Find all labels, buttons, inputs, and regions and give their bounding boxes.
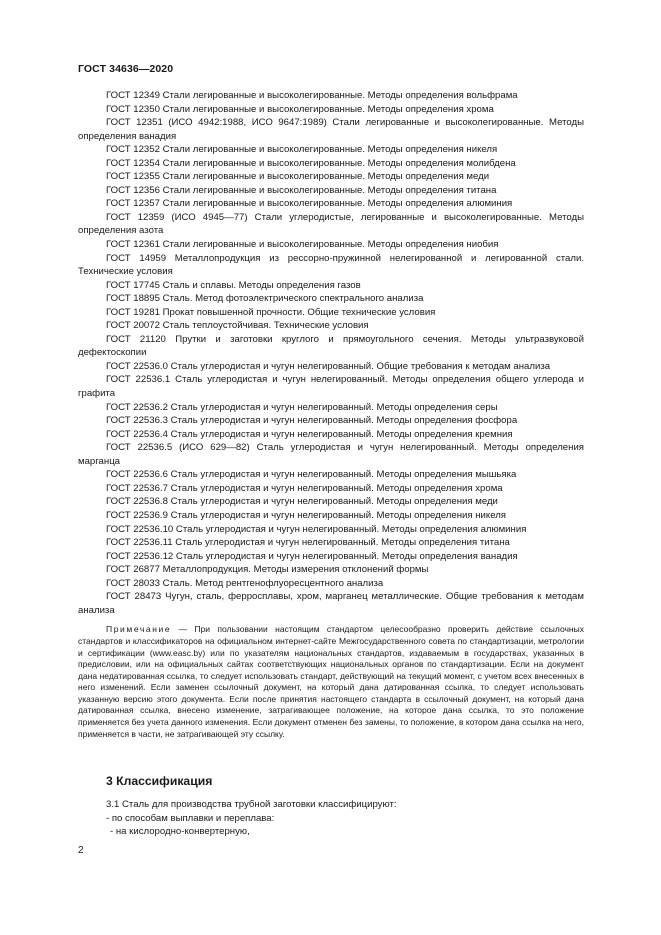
reference-line: ГОСТ 22536.10 Сталь углеродистая и чугун нелегированный. Методы определения алюминия [106, 523, 527, 535]
reference-line: ГОСТ 22536.3 Сталь углеродистая и чугун нелегированный. Методы определения фосфора [106, 415, 518, 427]
reference-line: ГОСТ 12359 (ИСО 4945—77) Стали углеродистые, легированные и высоколегированные. Методы определения азота [78, 211, 584, 237]
reference-line: ГОСТ 22536.0 Сталь углеродистая и чугун нелегированный. Общие требования к методам анализа [106, 360, 551, 372]
page-number: 2 [78, 845, 84, 856]
reference-line: ГОСТ 12355 Стали легированные и высоколегированные. Методы определения меди [106, 171, 490, 183]
reference-line: ГОСТ 22536.2 Сталь углеродистая и чугун нелегированный. Методы определения серы [106, 401, 498, 413]
reference-line: ГОСТ 22536.1 Сталь углеродистая и чугун нелегированный. Методы определения общего углерода и графита [78, 374, 584, 400]
reference-line: ГОСТ 22536.8 Сталь углеродистая и чугун нелегированный. Методы определения меди [106, 496, 498, 508]
reference-line: ГОСТ 22536.11 Сталь углеродистая и чугун нелегированный. Методы определения титана [106, 537, 510, 549]
section-title: 3 Классификация [106, 774, 213, 788]
reference-line: ГОСТ 12354 Стали легированные и высоколегированные. Методы определения молибдена [106, 157, 516, 169]
reference-line: ГОСТ 22536.4 Сталь углеродистая и чугун нелегированный. Методы определения кремния [106, 428, 513, 440]
note-text: — При пользовании настоящим стандартом целесообразно проверить действие ссылочных стандартов и классификаторов на официальном интернет-сайте Межгосударственного совета по стандартизации, метрологии и сертификации (www.easc.by) или по указателям национальных стандартов, издаваемым в государствах, указанных в предисловии, или на официальных сайтах соответствующих национальных органов по стандартизации. Если на документ дана недатированная ссылка, то следует использовать стандарт, действующий на текущий момент, с учетом всех внесенных в него изменений. Если заменен ссылочный документ, на который дана датированная ссылка, то следует использовать указанную версию этого документа. Если после принятия настоящего стандарта в ссылочный документ, на который дана датированная ссылка, внесено изменение, затрагивающее положение, на которое дана ссылка, то это положение применяется без учета данного изменения. Если документ отменен без замены, то положение, в котором дана ссылка на него, применяется в части, не затрагивающей эту ссылку. [78, 624, 584, 739]
reference-line: ГОСТ 12361 Стали легированные и высоколегированные. Методы определения ниобия [106, 239, 499, 251]
document-header: ГОСТ 34636—2020 [78, 63, 174, 75]
reference-line: ГОСТ 20072 Сталь теплоустойчивая. Технические условия [106, 320, 369, 332]
classification-list-item: - по способам выплавки и переплава: [106, 812, 275, 824]
reference-line: ГОСТ 19281 Прокат повышенной прочности. Общие технические условия [106, 306, 436, 318]
normative-references [78, 89, 584, 740]
reference-line: ГОСТ 12350 Стали легированные и высоколегированные. Методы определения хрома [106, 103, 494, 115]
reference-line: ГОСТ 22536.5 (ИСО 629—82) Сталь углеродистая и чугун нелегированный. Методы определения марганца [78, 442, 584, 467]
reference-line: ГОСТ 28033 Сталь. Метод рентгенофлуоресцентного анализа [106, 577, 384, 589]
reference-line: ГОСТ 28473 Чугун, сталь, ферросплавы, хром, марганец металлические. Общие требования к методам анализа [78, 591, 584, 616]
classification-paragraph: 3.1 Сталь для производства трубной заготовки классифицируют: [106, 799, 397, 810]
classification-text [78, 798, 584, 839]
reference-line: ГОСТ 12357 Стали легированные и высоколегированные. Методы определения алюминия [106, 198, 513, 210]
reference-line: ГОСТ 12351 (ИСО 4942:1988, ИСО 9647:1989) Стали легированные и высоколегированные. Методы определения ванадия [78, 117, 584, 142]
reference-line: ГОСТ 22536.6 Сталь углеродистая и чугун нелегированный. Методы определения мышьяка [106, 469, 517, 481]
reference-line: ГОСТ 14959 Металлопродукция из рессорно-пружинной нелегированной и легированной стали. Технические условия [78, 252, 584, 278]
reference-line: ГОСТ 26877 Металлопродукция. Методы измерения отклонений формы [106, 564, 429, 576]
reference-line: ГОСТ 12349 Стали легированные и высоколегированные. Методы определения вольфрама [106, 90, 518, 101]
note-paragraph [78, 624, 584, 740]
reference-line: ГОСТ 22536.9 Сталь углеродистая и чугун нелегированный. Методы определения никеля [106, 509, 507, 521]
note-label: Примечание [106, 624, 172, 635]
classification-list-subitem: - на кислородно-конвертерную, [110, 826, 250, 838]
reference-line: ГОСТ 18895 Сталь. Метод фотоэлектрического спектрального анализа [106, 293, 424, 305]
reference-line: ГОСТ 21120 Прутки и заготовки круглого и прямоугольного сечения. Методы ультразвуковой дефектоскопии [78, 333, 584, 359]
reference-line: ГОСТ 12352 Стали легированные и высоколегированные. Методы определения никеля [106, 144, 498, 156]
reference-line: ГОСТ 17745 Сталь и сплавы. Методы определения газов [106, 279, 361, 291]
reference-line: ГОСТ 12356 Стали легированные и высоколегированные. Методы определения титана [106, 184, 497, 196]
reference-line: ГОСТ 22536.12 Сталь углеродистая и чугун нелегированный. Методы определения ванадия [106, 550, 518, 562]
reference-line: ГОСТ 22536.7 Сталь углеродистая и чугун нелегированный. Методы определения хрома [106, 482, 503, 494]
